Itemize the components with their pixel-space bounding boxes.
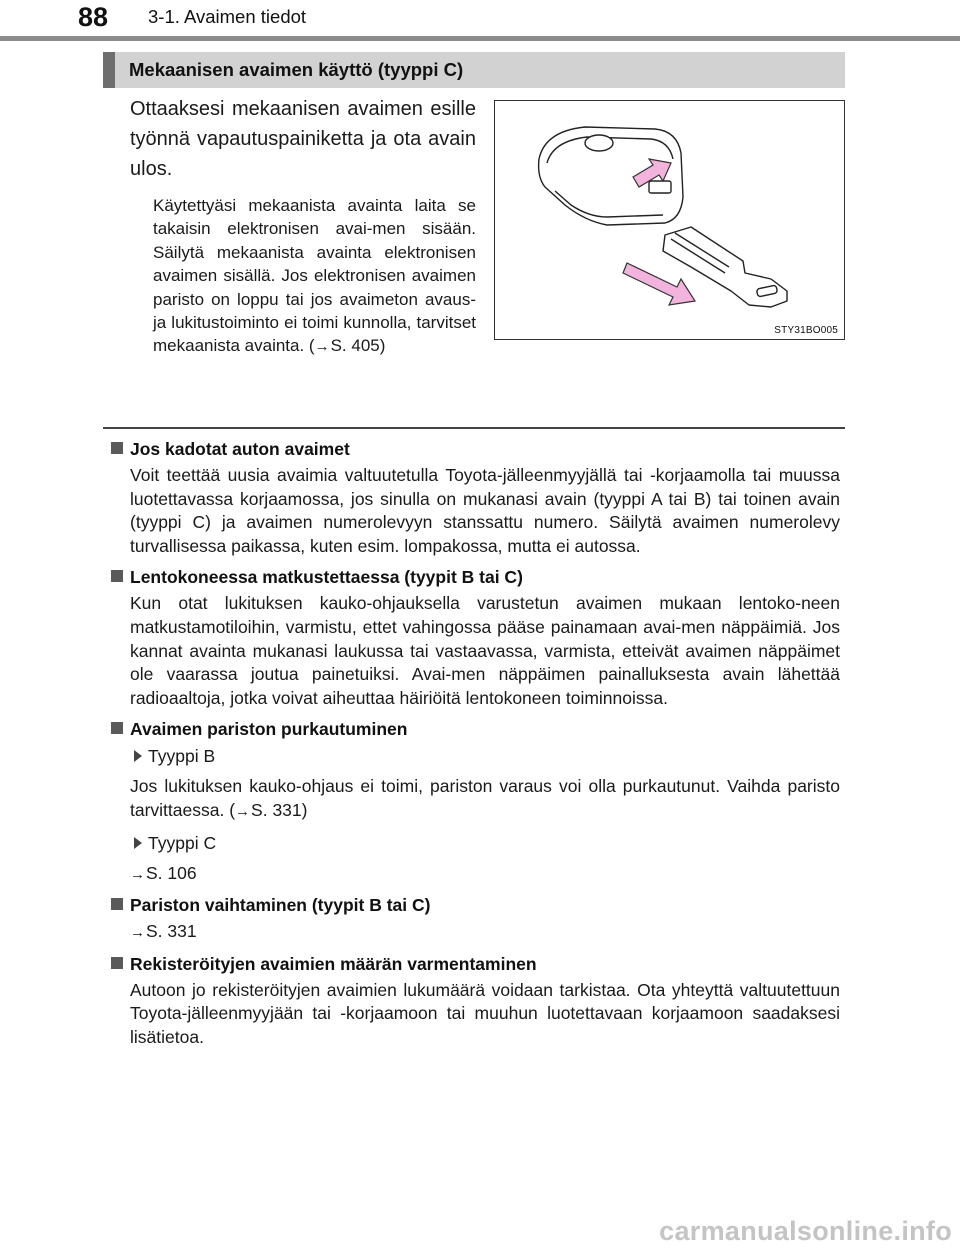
key-fob-button xyxy=(585,135,613,151)
intro-note-text: Käytettyäsi mekaanista avainta laita se takaisin elektronisen avai-men sisään. Säilytä mekaanista avainta elektronisen avaimen sisällä. Jos elektronisen avaimen paristo on loppu tai jos avaimeton avaus- ja lukitustoiminto ei toimi kunnolla, tarvitset mekaanista avainta. ( xyxy=(153,196,476,356)
triangle-bullet-icon xyxy=(134,837,142,849)
triangle-bullet-icon xyxy=(134,750,142,762)
key-drawing xyxy=(495,101,844,339)
heading-text: Lentokoneessa matkustettaessa (tyypit B tai C) xyxy=(130,567,523,588)
page-ref: S. 106 xyxy=(146,862,197,883)
info-blocks xyxy=(110,437,840,1057)
paragraph-registered-keys: Autoon jo rekisteröityjen avaimien lukumäärä voidaan tarkistaa. Ota yhteyttä valtuutettuun Toyota-jälleenmyyjään tai -korjaamoon tai muuhun luotettavaan korjaamoon saadaksesi lisätietoa. xyxy=(130,979,840,1047)
page-ref-arrow-icon: → xyxy=(235,802,251,820)
section-title: Mekaanisen avaimen käyttö (tyyppi C) xyxy=(129,59,464,80)
subheading-type-c xyxy=(130,831,840,855)
heading-registered-keys xyxy=(110,952,840,976)
key-illustration xyxy=(494,100,845,340)
square-bullet-icon xyxy=(111,442,123,454)
square-bullet-icon xyxy=(111,722,123,734)
heading-battery-replacement xyxy=(110,893,840,917)
paragraph-lost-keys: Voit teettää uusia avaimia valtuutetulla Toyota-jälleenmyyjällä tai -korjaamolla tai muussa luotettavassa korjaamossa, jos sinulla on mukanasi avain (tyyppi A tai B) tai toinen avain (tyyppi C) ja avaimen numerolevyyn stanssattu numero. Säilytä avaimen numerolevy turvallisessa paikassa, kuten esim. lompakossa, mutta ei autossa. xyxy=(130,465,840,556)
intro-text: Ottaaksesi mekaanisen avaimen esille työnnä vapautuspainiketta ja ota avain ulos. xyxy=(130,98,476,180)
heading-text: Avaimen pariston purkautuminen xyxy=(130,719,408,740)
ref-type-c xyxy=(130,862,840,887)
page-number: 88 xyxy=(78,2,109,32)
watermark: carmanualsonline.info xyxy=(659,1216,952,1246)
paragraph-text: Jos lukituksen kauko-ohjaus ei toimi, pariston varaus voi olla purkautunut. Vaihda paristo tarvittaessa. ( xyxy=(130,776,840,820)
page-ref-arrow-icon: → xyxy=(130,865,145,883)
page-ref: S. 331) xyxy=(251,799,308,820)
subheading-type-b xyxy=(130,744,840,768)
chapter-title: 3-1. Avaimen tiedot xyxy=(148,6,307,27)
square-bullet-icon xyxy=(111,898,123,910)
paragraph-air-travel: Kun otat lukituksen kauko-ohjauksella varustetun avaimen mukaan lentoko-neen matkustamotiloihin, varmistu, ettet vahingossa pääse painamaan avai-men näppäimiä. Jos kannat avainta mukanasi laukussa tai vastaavassa, varmista, etteivät avaimen näppäimet ole vaarassa joutua painetuiksi. Avai-men näppäimen painalluksesta avain lähettää radioaaltoja, jotka voivat aiheuttaa häiriöitä lentokoneen toiminnoissa. xyxy=(130,593,840,708)
heading-air-travel xyxy=(110,565,840,589)
heading-battery-depletion xyxy=(110,717,840,741)
section-title-box xyxy=(103,52,845,88)
intro-note-ref: S. 405) xyxy=(330,336,386,356)
heading-text: Jos kadotat auton avaimet xyxy=(130,439,350,459)
heading-text: Pariston vaihtaminen (tyypit B tai C) xyxy=(130,895,431,916)
page-ref-arrow-icon: → xyxy=(314,338,330,356)
square-bullet-icon xyxy=(111,957,123,969)
figure-code: STY31BO005 xyxy=(774,325,838,336)
section-title-accent xyxy=(103,52,115,88)
intro-note xyxy=(153,194,476,359)
paragraph-type-b xyxy=(130,775,840,823)
subheading-text: Tyyppi B xyxy=(148,746,216,767)
page-ref: S. 331 xyxy=(146,921,197,942)
pull-arrow-icon xyxy=(623,263,695,305)
header-rule xyxy=(0,36,960,41)
ref-battery-replacement xyxy=(130,920,840,945)
heading-lost-keys xyxy=(110,437,840,461)
page-ref-arrow-icon: → xyxy=(130,924,145,942)
release-button xyxy=(649,181,671,193)
section-divider xyxy=(103,427,845,429)
square-bullet-icon xyxy=(111,570,123,582)
heading-text: Rekisteröityjen avaimien määrän varmentaminen xyxy=(130,953,537,974)
subheading-text: Tyyppi C xyxy=(148,832,217,853)
